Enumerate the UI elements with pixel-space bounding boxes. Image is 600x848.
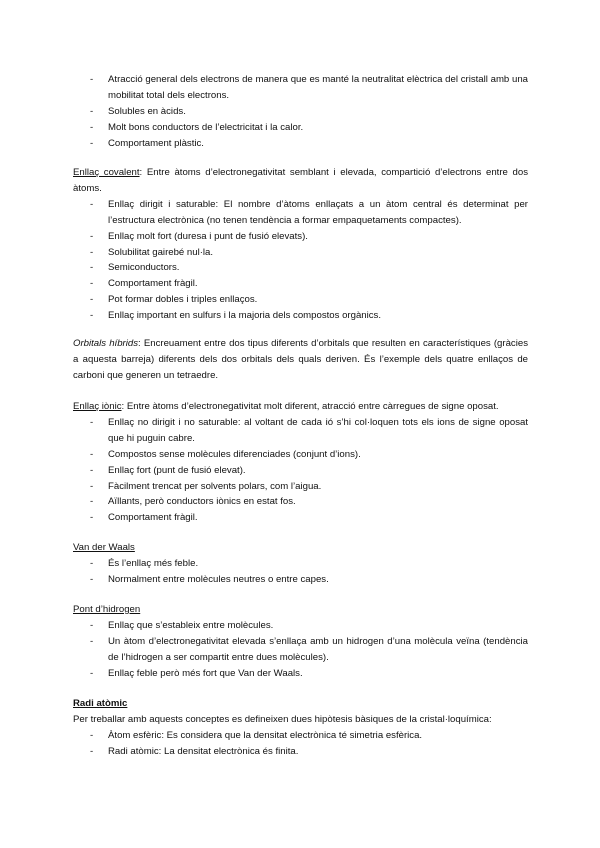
ionic-section <box>73 399 528 526</box>
vanderwaals-heading: Van der Waals <box>73 542 135 553</box>
radius-paragraph-heading <box>73 696 528 712</box>
list-item: - Comportament plàstic. <box>73 136 528 152</box>
ionic-heading: Enllaç iònic <box>73 401 122 412</box>
hydrogen-heading: Pont d’hidrogen <box>73 604 141 615</box>
list-item: - Pot formar dobles i triples enllaços. <box>73 292 528 308</box>
list-item: - És l’enllaç més feble. <box>73 556 528 572</box>
covalent-section <box>73 165 528 324</box>
list-item: - Enllaç important en sulfurs i la majoria dels compostos orgànics. <box>73 308 528 324</box>
list-item: - Normalment entre molècules neutres o entre capes. <box>73 572 528 588</box>
intro-list <box>73 72 528 152</box>
list-item: - Enllaç molt fort (duresa i punt de fusió elevats). <box>73 229 528 245</box>
list-item: - Enllaç no dirigit i no saturable: al voltant de cada ió s’hi col·loquen tots els ions de signe oposat que hi puguin cabre. <box>73 415 528 447</box>
list-item: - Solubles en àcids. <box>73 104 528 120</box>
list-item: - Enllaç que s’estableix entre molècules. <box>73 618 528 634</box>
list-item: - Àtom esfèric: Es considera que la densitat electrònica té simetria esfèrica. <box>73 728 528 744</box>
list-item: - Un àtom d’electronegativitat elevada s’enllaça amb un hidrogen d’una molècula veïna (tendència de l’hidrogen a ser compartit entre dues molècules). <box>73 634 528 666</box>
hydrogen-paragraph <box>73 602 528 618</box>
list-item: - Molt bons conductors de l’electricitat i la calor. <box>73 120 528 136</box>
vanderwaals-section <box>73 540 528 588</box>
list-item: - Comportament fràgil. <box>73 276 528 292</box>
list-item: - Enllaç dirigit i saturable: El nombre d’àtoms enllaçats a un àtom central és determinat per l’estructura electrònica (no tenen tendència a formar empaquetaments compactes). <box>73 197 528 229</box>
list-item: - Radi atòmic: La densitat electrònica és finita. <box>73 744 528 760</box>
ionic-list <box>73 415 528 526</box>
orbitals-paragraph <box>73 336 528 384</box>
orbitals-section <box>73 336 528 384</box>
list-item: - Solubilitat gairebé nul·la. <box>73 245 528 261</box>
list-item: - Fàcilment trencat per solvents polars, com l’aigua. <box>73 479 528 495</box>
orbitals-heading: Orbitals híbrids <box>73 338 139 349</box>
list-item: - Comportament fràgil. <box>73 510 528 526</box>
covalent-heading: Enllaç covalent <box>73 167 140 178</box>
radius-heading: Radi atòmic <box>73 698 128 709</box>
hydrogen-list <box>73 618 528 682</box>
radius-paragraph: Per treballar amb aquests conceptes es defineixen dues hipòtesis bàsiques de la cristal·loquímica: <box>73 713 492 725</box>
radius-section <box>73 696 528 760</box>
list-item: - Atracció general dels electrons de manera que es manté la neutralitat elèctrica del cristall amb una mobilitat total dels electrons. <box>73 72 528 104</box>
covalent-paragraph <box>73 165 528 197</box>
covalent-list <box>73 197 528 324</box>
ionic-paragraph <box>73 399 528 415</box>
radius-list <box>73 728 528 760</box>
vanderwaals-paragraph <box>73 540 528 556</box>
intro-section <box>73 72 528 152</box>
ionic-text: : Entre àtoms d’electronegativitat molt diferent, atracció entre càrregues de signe oposat. <box>121 401 499 412</box>
hydrogen-section <box>73 602 528 682</box>
vanderwaals-list <box>73 556 528 588</box>
orbitals-text: : Encreuament entre dos tipus diferents d’orbitals que resulten en característiques (gràcies a aquesta barreja) diferents dels dos orbitals dels quals deriven. És l’exemple dels quatre enllaços de carboni que generen un tetraedre. <box>73 338 528 381</box>
list-item: - Aïllants, però conductors iònics en estat fos. <box>73 494 528 510</box>
covalent-text: : Entre àtoms d’electronegativitat semblant i elevada, compartició d’electrons entre dos àtoms. <box>73 167 529 194</box>
list-item: - Compostos sense molècules diferenciades (conjunt d’ions). <box>73 447 528 463</box>
list-item: - Enllaç fort (punt de fusió elevat). <box>73 463 528 479</box>
list-item: - Enllaç feble però més fort que Van der Waals. <box>73 666 528 682</box>
list-item: - Semiconductors. <box>73 260 528 276</box>
